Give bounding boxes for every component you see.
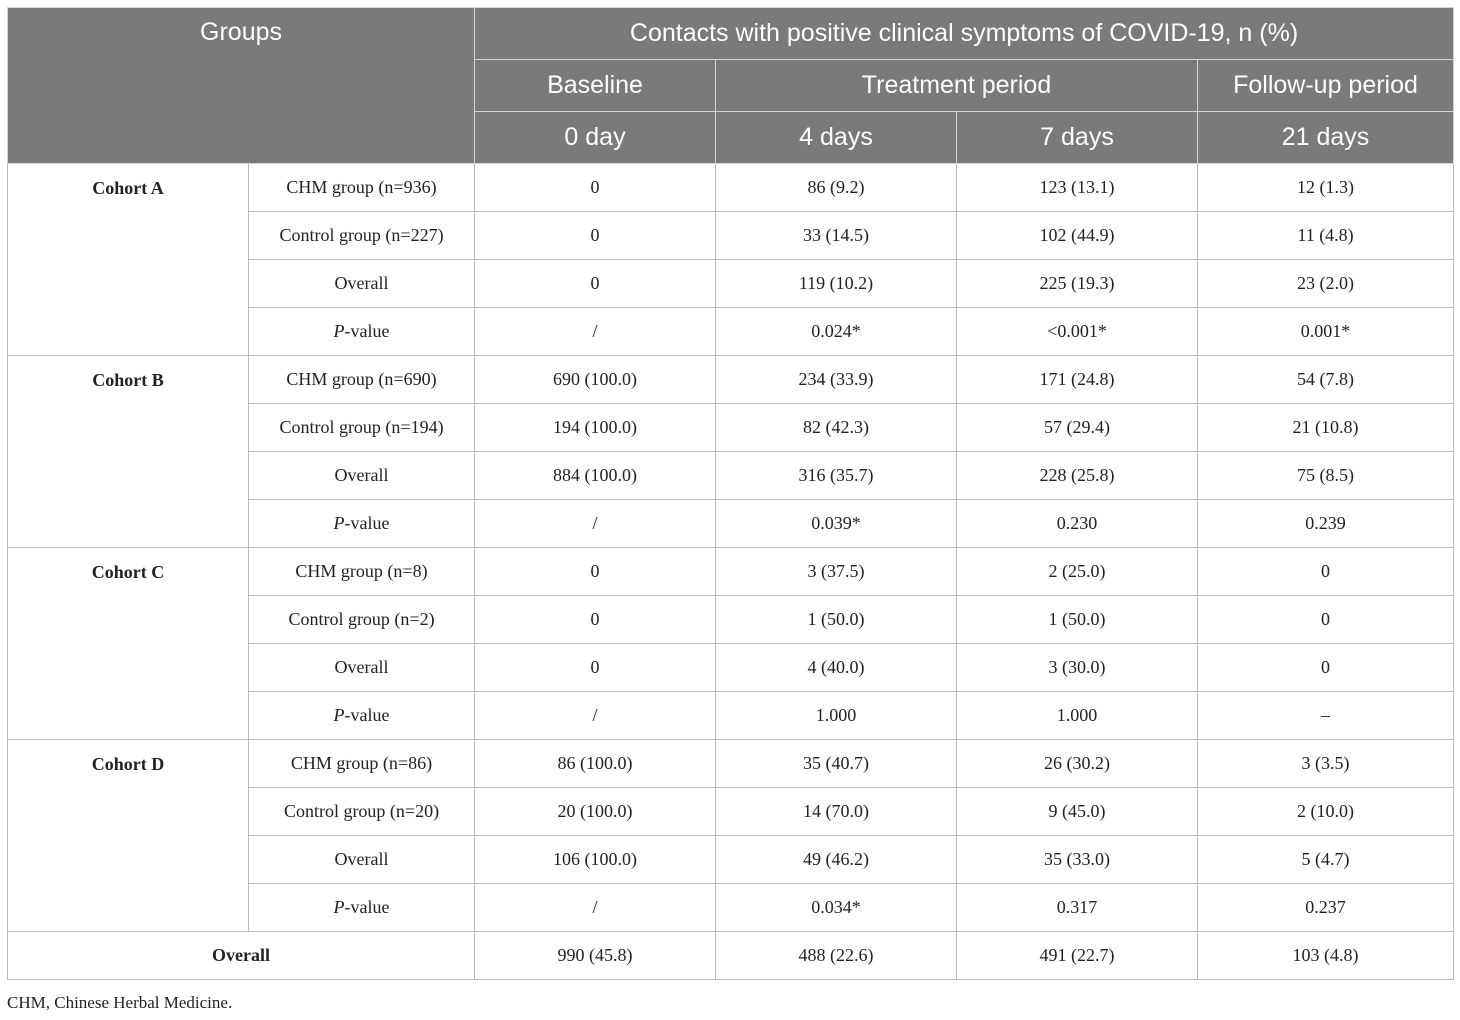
table-cell: 33 (14.5) (716, 212, 957, 260)
p-suffix: -value (344, 513, 390, 533)
cohort-label: Cohort A (8, 164, 249, 356)
table-cell: 54 (7.8) (1198, 356, 1454, 404)
table-cell: 26 (30.2) (957, 740, 1198, 788)
table-cell: / (475, 308, 716, 356)
p-letter: P (333, 321, 345, 341)
table-header (8, 8, 1454, 164)
table-row (8, 548, 1454, 596)
table-cell: 119 (10.2) (716, 260, 957, 308)
overall-label: Overall (8, 932, 475, 980)
table-cell: 194 (100.0) (475, 404, 716, 452)
table-cell: 0 (1198, 644, 1454, 692)
p-letter: P (333, 513, 345, 533)
table-cell: / (475, 884, 716, 932)
table-body (8, 164, 1454, 980)
overall-row (8, 932, 1454, 980)
table-cell: 1.000 (957, 692, 1198, 740)
row-label: Control group (n=20) (249, 788, 475, 836)
day-21-header: 21 days (1198, 112, 1454, 164)
table-cell: 0.317 (957, 884, 1198, 932)
table-cell: 49 (46.2) (716, 836, 957, 884)
groups-header: Groups (8, 8, 475, 164)
table-cell: 103 (4.8) (1198, 932, 1454, 980)
table-cell: 123 (13.1) (957, 164, 1198, 212)
row-label: CHM group (n=936) (249, 164, 475, 212)
table-cell: 57 (29.4) (957, 404, 1198, 452)
table-cell: 0 (1198, 548, 1454, 596)
day-4-header: 4 days (716, 112, 957, 164)
cohort-label: Cohort C (8, 548, 249, 740)
table-cell: 14 (70.0) (716, 788, 957, 836)
table-cell: 86 (9.2) (716, 164, 957, 212)
p-suffix: -value (344, 705, 390, 725)
covid-symptoms-table (7, 7, 1454, 980)
table-cell: / (475, 500, 716, 548)
p-letter: P (333, 705, 345, 725)
table-cell: 0.034* (716, 884, 957, 932)
table-cell: 0 (475, 164, 716, 212)
table-cell: 0 (1198, 596, 1454, 644)
row-label (249, 308, 475, 356)
table-row (8, 164, 1454, 212)
table-cell: – (1198, 692, 1454, 740)
table-cell: 82 (42.3) (716, 404, 957, 452)
footnote: CHM, Chinese Herbal Medicine. (7, 993, 233, 1012)
row-label (249, 884, 475, 932)
table-cell: 3 (37.5) (716, 548, 957, 596)
table-cell: <0.001* (957, 308, 1198, 356)
table-cell: 1.000 (716, 692, 957, 740)
period-followup-header: Follow-up period (1198, 60, 1454, 112)
table-cell: 75 (8.5) (1198, 452, 1454, 500)
table-cell: 0.239 (1198, 500, 1454, 548)
table-cell: 171 (24.8) (957, 356, 1198, 404)
row-label: Overall (249, 836, 475, 884)
row-label: Control group (n=194) (249, 404, 475, 452)
table-cell: 0 (475, 260, 716, 308)
table-cell: 35 (40.7) (716, 740, 957, 788)
table-cell: 316 (35.7) (716, 452, 957, 500)
day-7-header: 7 days (957, 112, 1198, 164)
table-cell: 225 (19.3) (957, 260, 1198, 308)
row-label: CHM group (n=690) (249, 356, 475, 404)
table-cell: 0.237 (1198, 884, 1454, 932)
table-cell: 35 (33.0) (957, 836, 1198, 884)
table-cell: 2 (25.0) (957, 548, 1198, 596)
table-cell: 0 (475, 548, 716, 596)
table-cell: 9 (45.0) (957, 788, 1198, 836)
table-cell: 491 (22.7) (957, 932, 1198, 980)
table-cell: 0 (475, 596, 716, 644)
table-cell: 884 (100.0) (475, 452, 716, 500)
table-cell: 5 (4.7) (1198, 836, 1454, 884)
table-cell: 21 (10.8) (1198, 404, 1454, 452)
table-container (7, 7, 1453, 980)
table-cell: 1 (50.0) (716, 596, 957, 644)
table-cell: 20 (100.0) (475, 788, 716, 836)
period-treatment-header: Treatment period (716, 60, 1198, 112)
p-suffix: -value (344, 897, 390, 917)
table-cell: 0 (475, 212, 716, 260)
cohort-label: Cohort B (8, 356, 249, 548)
table-cell: 0.024* (716, 308, 957, 356)
row-label: Control group (n=227) (249, 212, 475, 260)
table-cell: 102 (44.9) (957, 212, 1198, 260)
table-cell: 86 (100.0) (475, 740, 716, 788)
table-cell: 2 (10.0) (1198, 788, 1454, 836)
row-label: Overall (249, 260, 475, 308)
table-cell: 106 (100.0) (475, 836, 716, 884)
table-cell: 1 (50.0) (957, 596, 1198, 644)
table-cell: 0 (475, 644, 716, 692)
table-cell: / (475, 692, 716, 740)
table-cell: 690 (100.0) (475, 356, 716, 404)
row-label: Overall (249, 452, 475, 500)
cohort-label: Cohort D (8, 740, 249, 932)
table-cell: 0.039* (716, 500, 957, 548)
row-label: CHM group (n=8) (249, 548, 475, 596)
table-cell: 990 (45.8) (475, 932, 716, 980)
table-cell: 11 (4.8) (1198, 212, 1454, 260)
row-label (249, 500, 475, 548)
table-row (8, 740, 1454, 788)
table-cell: 488 (22.6) (716, 932, 957, 980)
table-cell: 23 (2.0) (1198, 260, 1454, 308)
day-0-header: 0 day (475, 112, 716, 164)
row-label: Control group (n=2) (249, 596, 475, 644)
table-cell: 0.230 (957, 500, 1198, 548)
table-cell: 234 (33.9) (716, 356, 957, 404)
table-cell: 3 (3.5) (1198, 740, 1454, 788)
table-cell: 12 (1.3) (1198, 164, 1454, 212)
table-cell: 0.001* (1198, 308, 1454, 356)
main-title-header: Contacts with positive clinical symptoms of COVID-19, n (%) (475, 8, 1454, 60)
table-row (8, 356, 1454, 404)
period-baseline-header: Baseline (475, 60, 716, 112)
p-letter: P (333, 897, 345, 917)
row-label (249, 692, 475, 740)
table-cell: 4 (40.0) (716, 644, 957, 692)
row-label: Overall (249, 644, 475, 692)
p-suffix: -value (344, 321, 390, 341)
table-cell: 3 (30.0) (957, 644, 1198, 692)
table-cell: 228 (25.8) (957, 452, 1198, 500)
row-label: CHM group (n=86) (249, 740, 475, 788)
